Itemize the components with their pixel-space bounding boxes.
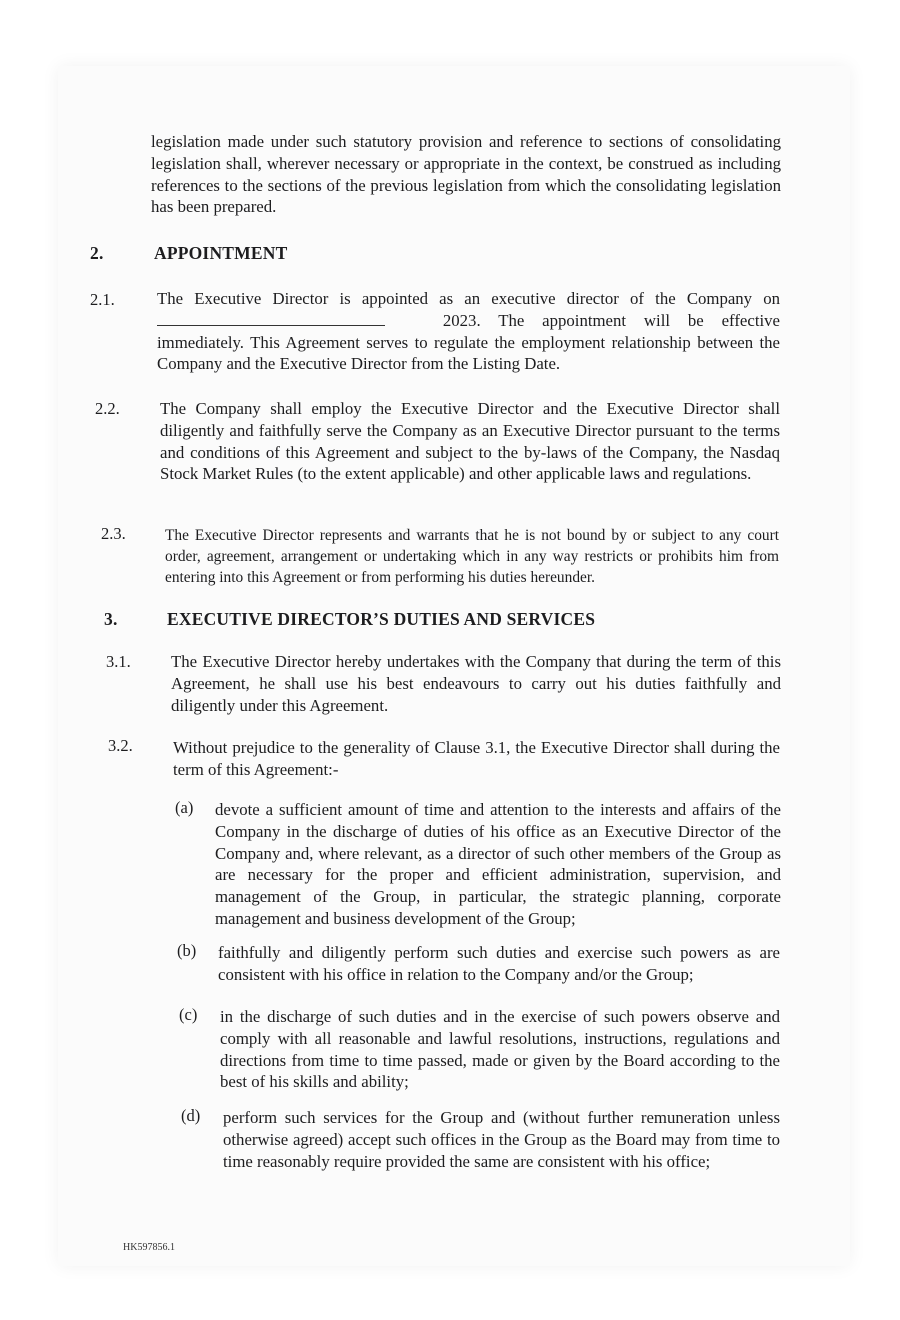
clause-3-1-text: The Executive Director hereby undertakes with the Company that during the term of this Agreement, he shall use his best endeavours to carry out his duties faithfully and diligently under this Agreement. [171, 652, 781, 715]
section-title-appointment: APPOINTMENT [154, 243, 288, 263]
document-reference-footer: HK597856.1 [123, 1242, 175, 1253]
clause-number: 2.1. [90, 290, 115, 309]
clause-3-2-text: Without prejudice to the generality of Clause 3.1, the Executive Director shall during the term of this Agreement:- [173, 738, 780, 779]
list-item-d-text: perform such services for the Group and (without further remuneration unless otherwise agreed) accept such offices in the Group as the Board may from time to time reasonably require provided the same are consistent with his office; [223, 1108, 780, 1171]
intro-paragraph: legislation made under such statutory provision and reference to sections of consolidating legislation shall, wherever necessary or appropriate in the context, be construed as including references to the sections of the previous legislation from which the consolidating legislation has been prepared. [151, 132, 781, 217]
list-item-c-text: in the discharge of such duties and in the exercise of such powers observe and comply with all reasonable and lawful resolutions, instructions, regulations and directions from time to time passed, made or given by the Board according to the best of his skills and ability; [220, 1007, 780, 1092]
date-blank-line [157, 310, 385, 326]
list-item-label: (c) [179, 1005, 198, 1024]
clause-2-1-text [157, 288, 780, 375]
clause-number: 3.2. [108, 736, 133, 755]
clause-2-1-text-after: 2023. The appointment will be effective immediately. This Agreement serves to regulate the employment relationship between the Company and the Executive Director from the Listing Date. [157, 310, 780, 374]
clause-number: 2.2. [95, 399, 120, 418]
clause-2-2-text: The Company shall employ the Executive Director and the Executive Director shall diligently and faithfully serve the Company as an Executive Director pursuant to the terms and conditions of this Agreement and subject to the by-laws of the Company, the Nasdaq Stock Market Rules (to the extent applicable) and other applicable laws and regulations. [160, 399, 780, 484]
list-item-a-text: devote a sufficient amount of time and attention to the interests and affairs of the Company in the discharge of duties of his office as an Executive Director of the Company and, where relevant, as a director of such other members of the Group as are necessary for the proper and efficient administration, supervision, and management of the Group, in particular, the strategic planning, corporate management and business development of the Group; [215, 800, 781, 928]
section-number: 2. [90, 243, 104, 263]
section-number: 3. [104, 609, 118, 629]
clause-2-3-text: The Executive Director represents and warrants that he is not bound by or subject to any court order, agreement, arrangement or undertaking which in any way restricts or prohibits him from entering into this Agreement or from performing his duties hereunder. [165, 527, 779, 586]
clause-number: 2.3. [101, 524, 126, 543]
list-item-label: (b) [177, 941, 197, 960]
list-item-b-text: faithfully and diligently perform such duties and exercise such powers as are consistent with his office in relation to the Company and/or the Group; [218, 943, 780, 984]
list-item-label: (d) [181, 1106, 201, 1125]
section-title-duties: EXECUTIVE DIRECTOR’S DUTIES AND SERVICES [167, 609, 596, 629]
list-item-label: (a) [175, 798, 194, 817]
clause-number: 3.1. [106, 652, 131, 671]
clause-2-1-text-before: The Executive Director is appointed as an executive director of the Company on [157, 289, 780, 308]
